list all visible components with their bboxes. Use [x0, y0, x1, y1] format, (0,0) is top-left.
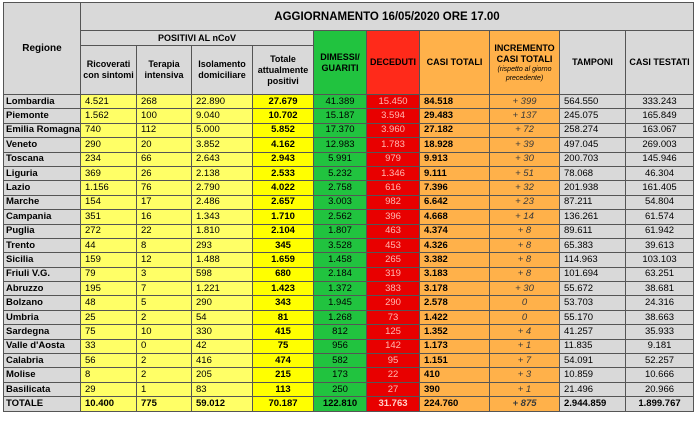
cell-deceduti: 383	[367, 282, 420, 296]
cell-ricoverati: 4.521	[81, 95, 137, 109]
cell-casi-testati: 63.251	[626, 267, 694, 281]
cell-isolamento: 42	[192, 339, 253, 353]
table-row	[4, 166, 694, 180]
cell-terapia: 22	[137, 224, 192, 238]
cell-casi-totali: 84.518	[420, 95, 490, 109]
cell-regione: Sicilia	[4, 253, 81, 267]
cell-casi-totali: 390	[420, 382, 490, 396]
cell-incremento: + 39	[490, 138, 560, 152]
cell-regione: TOTALE	[4, 397, 81, 411]
cell-totale-positivi: 1.710	[253, 210, 314, 224]
cell-terapia: 3	[137, 267, 192, 281]
cell-ricoverati: 351	[81, 210, 137, 224]
cell-totale-positivi: 113	[253, 382, 314, 396]
header-totale-positivi: Totale attualmente positivi	[253, 46, 314, 95]
cell-incremento: + 72	[490, 123, 560, 137]
cell-casi-totali: 27.182	[420, 123, 490, 137]
cell-tamponi: 65.383	[560, 238, 626, 252]
table-row	[4, 195, 694, 209]
cell-dimessi: 173	[314, 368, 367, 382]
cell-casi-testati: 35.933	[626, 325, 694, 339]
cell-regione: Bolzano	[4, 296, 81, 310]
cell-ricoverati: 44	[81, 238, 137, 252]
cell-casi-testati: 163.067	[626, 123, 694, 137]
cell-dimessi: 250	[314, 382, 367, 396]
cell-regione: Marche	[4, 195, 81, 209]
cell-casi-testati: 145.946	[626, 152, 694, 166]
cell-ricoverati: 48	[81, 296, 137, 310]
cell-casi-testati: 24.316	[626, 296, 694, 310]
cell-incremento: + 7	[490, 354, 560, 368]
cell-incremento: + 51	[490, 166, 560, 180]
table-row	[4, 238, 694, 252]
table-row	[4, 210, 694, 224]
cell-incremento: + 30	[490, 152, 560, 166]
cell-incremento: + 399	[490, 95, 560, 109]
table-row	[4, 354, 694, 368]
cell-deceduti: 982	[367, 195, 420, 209]
cell-regione: Valle d'Aosta	[4, 339, 81, 353]
cell-casi-testati: 20.966	[626, 382, 694, 396]
cell-ricoverati: 29	[81, 382, 137, 396]
cell-dimessi: 812	[314, 325, 367, 339]
cell-casi-testati: 54.804	[626, 195, 694, 209]
header-ricoverati: Ricoverati con sintomi	[81, 46, 137, 95]
header-tamponi: TAMPONI	[560, 31, 626, 95]
cell-isolamento: 3.852	[192, 138, 253, 152]
cell-isolamento: 1.221	[192, 282, 253, 296]
cell-dimessi: 15.187	[314, 109, 367, 123]
cell-totale-positivi: 4.162	[253, 138, 314, 152]
cell-totale-positivi: 345	[253, 238, 314, 252]
cell-terapia: 2	[137, 368, 192, 382]
table-row	[4, 138, 694, 152]
header-incremento-label: INCREMENTO CASI TOTALI	[494, 42, 555, 64]
cell-regione: Puglia	[4, 224, 81, 238]
cell-casi-testati: 165.849	[626, 109, 694, 123]
cell-tamponi: 55.170	[560, 310, 626, 324]
cell-regione: Emilia Romagna	[4, 123, 81, 137]
cell-terapia: 775	[137, 397, 192, 411]
cell-terapia: 17	[137, 195, 192, 209]
cell-terapia: 2	[137, 310, 192, 324]
cell-tamponi: 54.091	[560, 354, 626, 368]
cell-deceduti: 396	[367, 210, 420, 224]
cell-ricoverati: 234	[81, 152, 137, 166]
cell-dimessi: 17.370	[314, 123, 367, 137]
cell-ricoverati: 159	[81, 253, 137, 267]
header-isolamento: Isolamento domiciliare	[192, 46, 253, 95]
cell-tamponi: 258.274	[560, 123, 626, 137]
cell-casi-totali: 4.668	[420, 210, 490, 224]
cell-incremento: + 30	[490, 282, 560, 296]
cell-casi-totali: 1.173	[420, 339, 490, 353]
table-row	[4, 152, 694, 166]
cell-casi-testati: 10.666	[626, 368, 694, 382]
cell-deceduti: 27	[367, 382, 420, 396]
cell-tamponi: 2.944.859	[560, 397, 626, 411]
cell-regione: Campania	[4, 210, 81, 224]
cell-totale-positivi: 1.423	[253, 282, 314, 296]
cell-ricoverati: 740	[81, 123, 137, 137]
cell-regione: Lombardia	[4, 95, 81, 109]
cell-deceduti: 73	[367, 310, 420, 324]
cell-terapia: 2	[137, 354, 192, 368]
cell-totale-positivi: 215	[253, 368, 314, 382]
cell-tamponi: 89.611	[560, 224, 626, 238]
cell-tamponi: 78.068	[560, 166, 626, 180]
cell-incremento: + 8	[490, 238, 560, 252]
cell-casi-testati: 1.899.767	[626, 397, 694, 411]
cell-regione: Liguria	[4, 166, 81, 180]
cell-incremento: + 875	[490, 397, 560, 411]
header-casi-testati: CASI TESTATI	[626, 31, 694, 95]
cell-totale-positivi: 343	[253, 296, 314, 310]
cell-dimessi: 2.184	[314, 267, 367, 281]
header-casi-totali: CASI TOTALI	[420, 31, 490, 95]
cell-terapia: 268	[137, 95, 192, 109]
table-row	[4, 339, 694, 353]
cell-casi-testati: 269.003	[626, 138, 694, 152]
cell-deceduti: 142	[367, 339, 420, 353]
cell-isolamento: 54	[192, 310, 253, 324]
cell-deceduti: 463	[367, 224, 420, 238]
cell-dimessi: 1.372	[314, 282, 367, 296]
cell-tamponi: 41.257	[560, 325, 626, 339]
cell-isolamento: 9.040	[192, 109, 253, 123]
cell-deceduti: 1.783	[367, 138, 420, 152]
cell-totale-positivi: 2.533	[253, 166, 314, 180]
cell-totale-positivi: 2.943	[253, 152, 314, 166]
cell-incremento: + 14	[490, 210, 560, 224]
cell-isolamento: 2.790	[192, 181, 253, 195]
table-row	[4, 325, 694, 339]
cell-dimessi: 41.389	[314, 95, 367, 109]
cell-regione: Veneto	[4, 138, 81, 152]
cell-casi-testati: 333.243	[626, 95, 694, 109]
cell-casi-totali: 410	[420, 368, 490, 382]
cell-ricoverati: 290	[81, 138, 137, 152]
cell-tamponi: 11.835	[560, 339, 626, 353]
cell-deceduti: 15.450	[367, 95, 420, 109]
cell-tamponi: 53.703	[560, 296, 626, 310]
cell-casi-testati: 161.405	[626, 181, 694, 195]
cell-dimessi: 1.268	[314, 310, 367, 324]
cell-dimessi: 3.003	[314, 195, 367, 209]
cell-ricoverati: 154	[81, 195, 137, 209]
cell-ricoverati: 79	[81, 267, 137, 281]
cell-ricoverati: 195	[81, 282, 137, 296]
cell-terapia: 10	[137, 325, 192, 339]
cell-regione: Sardegna	[4, 325, 81, 339]
cell-deceduti: 125	[367, 325, 420, 339]
cell-tamponi: 201.938	[560, 181, 626, 195]
cell-dimessi: 5.232	[314, 166, 367, 180]
cell-ricoverati: 369	[81, 166, 137, 180]
cell-isolamento: 290	[192, 296, 253, 310]
cell-ricoverati: 1.562	[81, 109, 137, 123]
cell-casi-totali: 3.382	[420, 253, 490, 267]
cell-dimessi: 1.945	[314, 296, 367, 310]
cell-totale-positivi: 2.657	[253, 195, 314, 209]
cell-regione: Piemonte	[4, 109, 81, 123]
table-row	[4, 382, 694, 396]
cell-casi-totali: 6.642	[420, 195, 490, 209]
cell-deceduti: 3.594	[367, 109, 420, 123]
header-terapia: Terapia intensiva	[137, 46, 192, 95]
cell-incremento: + 3	[490, 368, 560, 382]
cell-totale-positivi: 2.104	[253, 224, 314, 238]
table-row	[4, 109, 694, 123]
cell-casi-testati: 61.942	[626, 224, 694, 238]
cell-terapia: 5	[137, 296, 192, 310]
cell-isolamento: 2.486	[192, 195, 253, 209]
cell-incremento: 0	[490, 310, 560, 324]
header-positivi-group: POSITIVI AL nCoV	[81, 31, 314, 46]
cell-casi-testati: 52.257	[626, 354, 694, 368]
cell-totale-positivi: 5.852	[253, 123, 314, 137]
cell-casi-testati: 38.663	[626, 310, 694, 324]
cell-totale-positivi: 10.702	[253, 109, 314, 123]
table-row	[4, 296, 694, 310]
cell-regione: Molise	[4, 368, 81, 382]
cell-casi-testati: 39.613	[626, 238, 694, 252]
cell-terapia: 16	[137, 210, 192, 224]
table-row	[4, 310, 694, 324]
cell-deceduti: 290	[367, 296, 420, 310]
cell-regione: Basilicata	[4, 382, 81, 396]
cell-isolamento: 2.643	[192, 152, 253, 166]
cell-incremento: + 32	[490, 181, 560, 195]
header-dimessi: DIMESSI/ GUARITI	[314, 31, 367, 95]
cell-tamponi: 200.703	[560, 152, 626, 166]
cell-casi-totali: 4.326	[420, 238, 490, 252]
cell-tamponi: 55.672	[560, 282, 626, 296]
cell-tamponi: 21.496	[560, 382, 626, 396]
cell-isolamento: 22.890	[192, 95, 253, 109]
cell-isolamento: 293	[192, 238, 253, 252]
cell-dimessi: 1.807	[314, 224, 367, 238]
cell-totale-positivi: 81	[253, 310, 314, 324]
table-row	[4, 95, 694, 109]
cell-tamponi: 136.261	[560, 210, 626, 224]
cell-deceduti: 95	[367, 354, 420, 368]
cell-deceduti: 265	[367, 253, 420, 267]
cell-deceduti: 453	[367, 238, 420, 252]
cell-incremento: 0	[490, 296, 560, 310]
table-row	[4, 267, 694, 281]
table-row	[4, 123, 694, 137]
cell-tamponi: 564.550	[560, 95, 626, 109]
cell-totale-positivi: 415	[253, 325, 314, 339]
cell-deceduti: 22	[367, 368, 420, 382]
cell-regione: Toscana	[4, 152, 81, 166]
cell-dimessi: 12.983	[314, 138, 367, 152]
table-row	[4, 253, 694, 267]
cell-isolamento: 83	[192, 382, 253, 396]
cell-terapia: 20	[137, 138, 192, 152]
cell-casi-totali: 9.111	[420, 166, 490, 180]
header-deceduti: DECEDUTI	[367, 31, 420, 95]
cell-dimessi: 122.810	[314, 397, 367, 411]
cell-ricoverati: 272	[81, 224, 137, 238]
cell-regione: Friuli V.G.	[4, 267, 81, 281]
cell-incremento: + 4	[490, 325, 560, 339]
cell-terapia: 76	[137, 181, 192, 195]
cell-isolamento: 416	[192, 354, 253, 368]
cell-casi-totali: 7.396	[420, 181, 490, 195]
cell-isolamento: 330	[192, 325, 253, 339]
cell-deceduti: 319	[367, 267, 420, 281]
cell-terapia: 100	[137, 109, 192, 123]
cell-ricoverati: 33	[81, 339, 137, 353]
cell-deceduti: 1.346	[367, 166, 420, 180]
cell-tamponi: 10.859	[560, 368, 626, 382]
cell-ricoverati: 8	[81, 368, 137, 382]
cell-terapia: 112	[137, 123, 192, 137]
cell-tamponi: 114.963	[560, 253, 626, 267]
cell-isolamento: 59.012	[192, 397, 253, 411]
cell-casi-testati: 103.103	[626, 253, 694, 267]
cell-terapia: 0	[137, 339, 192, 353]
cell-incremento: + 8	[490, 267, 560, 281]
cell-casi-testati: 38.681	[626, 282, 694, 296]
cell-regione: Umbria	[4, 310, 81, 324]
cell-incremento: + 8	[490, 253, 560, 267]
cell-dimessi: 2.758	[314, 181, 367, 195]
cell-casi-totali: 1.151	[420, 354, 490, 368]
cell-casi-totali: 224.760	[420, 397, 490, 411]
cell-casi-testati: 46.304	[626, 166, 694, 180]
cell-totale-positivi: 680	[253, 267, 314, 281]
cell-incremento: + 1	[490, 382, 560, 396]
cell-incremento: + 8	[490, 224, 560, 238]
cell-tamponi: 87.211	[560, 195, 626, 209]
cell-ricoverati: 1.156	[81, 181, 137, 195]
cell-tamponi: 497.045	[560, 138, 626, 152]
cell-casi-totali: 9.913	[420, 152, 490, 166]
cell-casi-totali: 18.928	[420, 138, 490, 152]
cell-casi-totali: 2.578	[420, 296, 490, 310]
cell-dimessi: 956	[314, 339, 367, 353]
cell-dimessi: 582	[314, 354, 367, 368]
cell-isolamento: 1.810	[192, 224, 253, 238]
cell-deceduti: 31.763	[367, 397, 420, 411]
cell-ricoverati: 75	[81, 325, 137, 339]
cell-terapia: 8	[137, 238, 192, 252]
cell-casi-totali: 29.483	[420, 109, 490, 123]
table-row	[4, 368, 694, 382]
cell-deceduti: 616	[367, 181, 420, 195]
cell-casi-totali: 3.183	[420, 267, 490, 281]
cell-terapia: 26	[137, 166, 192, 180]
cell-tamponi: 101.694	[560, 267, 626, 281]
cell-casi-totali: 1.352	[420, 325, 490, 339]
cell-casi-testati: 61.574	[626, 210, 694, 224]
cell-regione: Lazio	[4, 181, 81, 195]
covid-data-table	[3, 2, 694, 412]
cell-terapia: 1	[137, 382, 192, 396]
cell-totale-positivi: 75	[253, 339, 314, 353]
cell-incremento: + 23	[490, 195, 560, 209]
table-row	[4, 224, 694, 238]
header-incremento	[490, 31, 560, 95]
cell-dimessi: 3.528	[314, 238, 367, 252]
cell-deceduti: 3.960	[367, 123, 420, 137]
cell-isolamento: 205	[192, 368, 253, 382]
cell-dimessi: 1.458	[314, 253, 367, 267]
cell-totale-positivi: 70.187	[253, 397, 314, 411]
table-body	[4, 95, 694, 412]
cell-totale-positivi: 27.679	[253, 95, 314, 109]
cell-incremento: + 1	[490, 339, 560, 353]
cell-ricoverati: 25	[81, 310, 137, 324]
table-row	[4, 181, 694, 195]
cell-totale-positivi: 474	[253, 354, 314, 368]
cell-totale-positivi: 1.659	[253, 253, 314, 267]
cell-tamponi: 245.075	[560, 109, 626, 123]
cell-isolamento: 598	[192, 267, 253, 281]
cell-totale-positivi: 4.022	[253, 181, 314, 195]
cell-casi-totali: 4.374	[420, 224, 490, 238]
table-row-totale	[4, 397, 694, 411]
cell-dimessi: 5.991	[314, 152, 367, 166]
cell-terapia: 12	[137, 253, 192, 267]
cell-dimessi: 2.562	[314, 210, 367, 224]
cell-casi-testati: 9.181	[626, 339, 694, 353]
cell-isolamento: 5.000	[192, 123, 253, 137]
cell-casi-totali: 3.178	[420, 282, 490, 296]
table-row	[4, 282, 694, 296]
cell-isolamento: 1.488	[192, 253, 253, 267]
header-regione: Regione	[4, 3, 81, 95]
cell-regione: Abruzzo	[4, 282, 81, 296]
cell-incremento: + 137	[490, 109, 560, 123]
cell-regione: Trento	[4, 238, 81, 252]
cell-terapia: 66	[137, 152, 192, 166]
cell-isolamento: 2.138	[192, 166, 253, 180]
cell-ricoverati: 10.400	[81, 397, 137, 411]
table-title: AGGIORNAMENTO 16/05/2020 ORE 17.00	[81, 3, 694, 31]
cell-casi-totali: 1.422	[420, 310, 490, 324]
cell-regione: Calabria	[4, 354, 81, 368]
cell-terapia: 7	[137, 282, 192, 296]
cell-ricoverati: 56	[81, 354, 137, 368]
header-incremento-note: (rispetto al giorno precedente)	[497, 65, 552, 82]
cell-isolamento: 1.343	[192, 210, 253, 224]
cell-deceduti: 979	[367, 152, 420, 166]
